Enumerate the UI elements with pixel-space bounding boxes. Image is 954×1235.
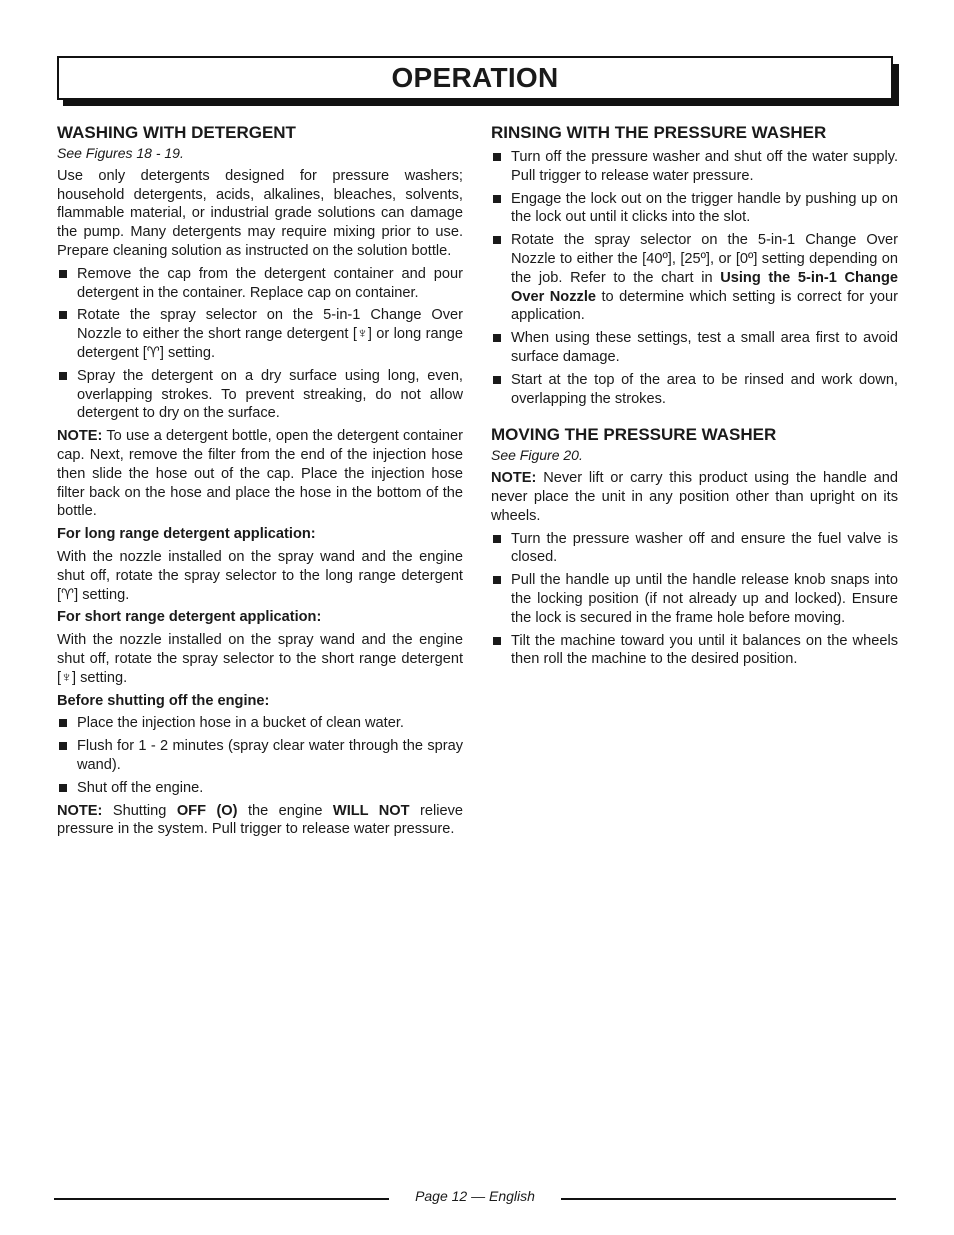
footer-rule-right	[561, 1198, 896, 1200]
moving-see-figure: See Figure 20.	[491, 447, 583, 464]
bullet-square-icon	[493, 195, 501, 203]
moving-bullet-list	[491, 530, 898, 670]
page-title: OPERATION	[391, 62, 559, 93]
shutoff-note: NOTE: Shutting OFF (O) the engine WILL NOT relieve pressure in the system. Pull trigger to release water pressure.	[57, 802, 463, 838]
before-shutoff-heading: Before shutting off the engine:	[57, 692, 270, 709]
bullet-square-icon	[493, 236, 501, 244]
list-item: Rotate the spray selector on the 5-in-1 Change Over Nozzle to either the [40º], [25º], or [0º] setting depending on the job. Refer to the chart in Using the 5-in-1 Change Over Nozzle to determine which setting is correct for your application.	[491, 231, 898, 325]
right-column	[491, 122, 898, 673]
left-column	[57, 122, 463, 843]
list-item: Turn off the pressure washer and shut off the water supply. Pull trigger to release water pressure.	[491, 148, 898, 186]
moving-note: NOTE: Never lift or carry this product using the handle and never place the unit in any position other than upright on its wheels.	[491, 470, 898, 524]
long-range-text: With the nozzle installed on the spray wand and the engine shut off, rotate the spray selector to the long range detergent [♈] setting.	[57, 548, 463, 603]
bullet-square-icon	[59, 784, 67, 792]
bullet-square-icon	[59, 742, 67, 750]
list-item: Spray the detergent on a dry surface using long, even, overlapping strokes. To prevent streaking, do not allow detergent to dry on the surface.	[57, 367, 463, 423]
bullet-square-icon	[59, 719, 67, 727]
banner-box	[57, 56, 893, 100]
washing-heading: WASHING WITH DETERGENT	[57, 123, 296, 142]
moving-heading: MOVING THE PRESSURE WASHER	[491, 425, 777, 445]
bullet-square-icon	[493, 535, 501, 543]
list-item: Start at the top of the area to be rinsed and work down, overlapping the strokes.	[491, 371, 898, 409]
bullet-square-icon	[493, 637, 501, 645]
rinsing-bullet-list	[491, 148, 898, 408]
bullet-square-icon	[493, 334, 501, 342]
detergent-bottle-note: NOTE: To use a detergent bottle, open the detergent container cap. Next, remove the filter from the end of the injection hose then slide the hose out of the cap. Place the injection hose filter back on the hose and place the hose in the bottom of the bottle.	[57, 428, 463, 520]
bullet-square-icon	[493, 576, 501, 584]
list-item: Shut off the engine.	[57, 779, 463, 798]
list-item: When using these settings, test a small area first to avoid surface damage.	[491, 329, 898, 367]
bullet-square-icon	[493, 376, 501, 384]
list-item: Remove the cap from the detergent container and pour detergent in the container. Replace cap on container.	[57, 265, 463, 303]
washing-intro: Use only detergents designed for pressure washers; household detergents, acids, alkalines, bleaches, solvents, flammable material, or industrial grade solutions can damage the pump. Many detergents may require mixing prior to use. Prepare cleaning solution as instructed on the solution bottle.	[57, 167, 463, 259]
page-number: Page 12 — English	[415, 1188, 535, 1204]
bullet-square-icon	[59, 311, 67, 319]
list-item: Turn the pressure washer off and ensure the fuel valve is closed.	[491, 530, 898, 568]
bullet-square-icon	[59, 372, 67, 380]
short-range-heading: For short range detergent application:	[57, 609, 322, 626]
list-item: Rotate the spray selector on the 5-in-1 Change Over Nozzle to either the short range detergent [♆] or long range detergent [♈] setting.	[57, 306, 463, 362]
list-item: Tilt the machine toward you until it balances on the wheels then roll the machine to the desired position.	[491, 632, 898, 670]
list-item: Flush for 1 - 2 minutes (spray clear water through the spray wand).	[57, 737, 463, 775]
section-banner	[57, 56, 899, 106]
long-range-heading: For long range detergent application:	[57, 526, 316, 543]
rinsing-heading: RINSING WITH THE PRESSURE WASHER	[491, 123, 827, 142]
list-item: Pull the handle up until the handle release knob snaps into the locking position (if not already up and locked). Ensure the lock is secured in the frame hole before moving.	[491, 571, 898, 627]
section-spacer	[491, 412, 898, 424]
washing-bullet-list	[57, 265, 463, 423]
footer-rule-left	[54, 1198, 389, 1200]
bullet-square-icon	[493, 153, 501, 161]
page-footer	[54, 1186, 896, 1208]
bullet-square-icon	[59, 270, 67, 278]
list-item: Place the injection hose in a bucket of clean water.	[57, 714, 463, 733]
list-item: Engage the lock out on the trigger handle by pushing up on the lock out until it clicks into the slot.	[491, 190, 898, 228]
short-range-text: With the nozzle installed on the spray wand and the engine shut off, rotate the spray selector to the short range detergent [♆] setting.	[57, 632, 463, 686]
washing-see-figures: See Figures 18 - 19.	[57, 145, 184, 161]
before-shutoff-list	[57, 714, 463, 797]
